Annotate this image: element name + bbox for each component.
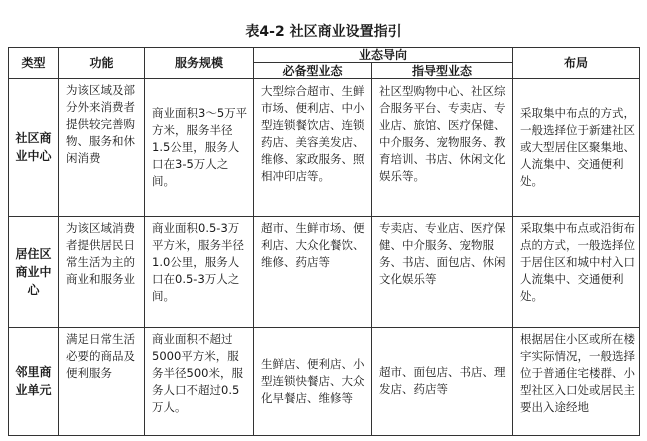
row-function: 为该区域及部分外来消费者提供较完善购物、服务和休闲消费 xyxy=(59,78,145,216)
row-layout: 采取集中布点或沿街布点的方式，一般选择位于居住区和城中村入口人流集中、交通便利处。 xyxy=(513,216,640,327)
row-type: 社区商业中心 xyxy=(9,78,59,216)
row-required: 生鲜店、便利店、小型连锁快餐店、大众化早餐店、维修等 xyxy=(254,327,372,435)
row-scale: 商业面积3～5万平方米，服务半径1.5公里，服务人口在3-5万人之间。 xyxy=(145,78,254,216)
row-scale: 商业面积不超过5000平方米，服务半径500米，服务人口不超过0.5万人。 xyxy=(145,327,254,435)
row-layout: 采取集中布点的方式，一般选择位于新建社区或大型居住区聚集地、人流集中、交通便利处。 xyxy=(513,78,640,216)
header-layout: 布局 xyxy=(513,48,640,79)
row-scale: 商业面积0.5-3万平方米，服务半径1.0公里，服务人口在0.5-3万人之间。 xyxy=(145,216,254,327)
header-required: 必备型业态 xyxy=(254,63,372,78)
row-guided: 专卖店、专业店、医疗保健、中介服务、宠物服务、书店、面包店、休闲文化娱乐等 xyxy=(372,216,513,327)
row-type: 邻里商业单元 xyxy=(9,327,59,435)
table-row xyxy=(9,216,640,327)
table-row xyxy=(9,327,640,435)
commercial-guide-table xyxy=(8,47,640,436)
header-function: 功能 xyxy=(59,48,145,79)
row-type: 居住区商业中心 xyxy=(9,216,59,327)
table-row xyxy=(9,78,640,216)
header-type: 类型 xyxy=(9,48,59,79)
row-guided: 社区型购物中心、社区综合服务平台、专卖店、专业店、旅馆、医疗保健、中介服务、宠物服务、教育培训、书店、休闲文化娱乐等。 xyxy=(372,78,513,216)
row-guided: 超市、面包店、书店、理发店、药店等 xyxy=(372,327,513,435)
header-scale: 服务规模 xyxy=(145,48,254,79)
row-function: 为该区域消费者提供居民日常生活为主的商业和服务业 xyxy=(59,216,145,327)
row-required: 大型综合超市、生鲜市场、便利店、中小型连锁餐饮店、连锁药店、美容美发店、维修、家政服务、照相冲印店等。 xyxy=(254,78,372,216)
header-row-top xyxy=(9,48,640,63)
row-layout: 根据居住小区或所在楼宇实际情况，一般选择位于普通住宅楼群、小型社区入口处或居民主要出入途经地 xyxy=(513,327,640,435)
table-title: 表4-2 社区商业设置指引 xyxy=(245,24,402,40)
row-required: 超市、生鲜市场、便利店、大众化餐饮、维修、药店等 xyxy=(254,216,372,327)
row-function: 满足日常生活必要的商品及便利服务 xyxy=(59,327,145,435)
header-guided: 指导型业态 xyxy=(372,63,513,78)
header-format: 业态导向 xyxy=(254,48,513,63)
